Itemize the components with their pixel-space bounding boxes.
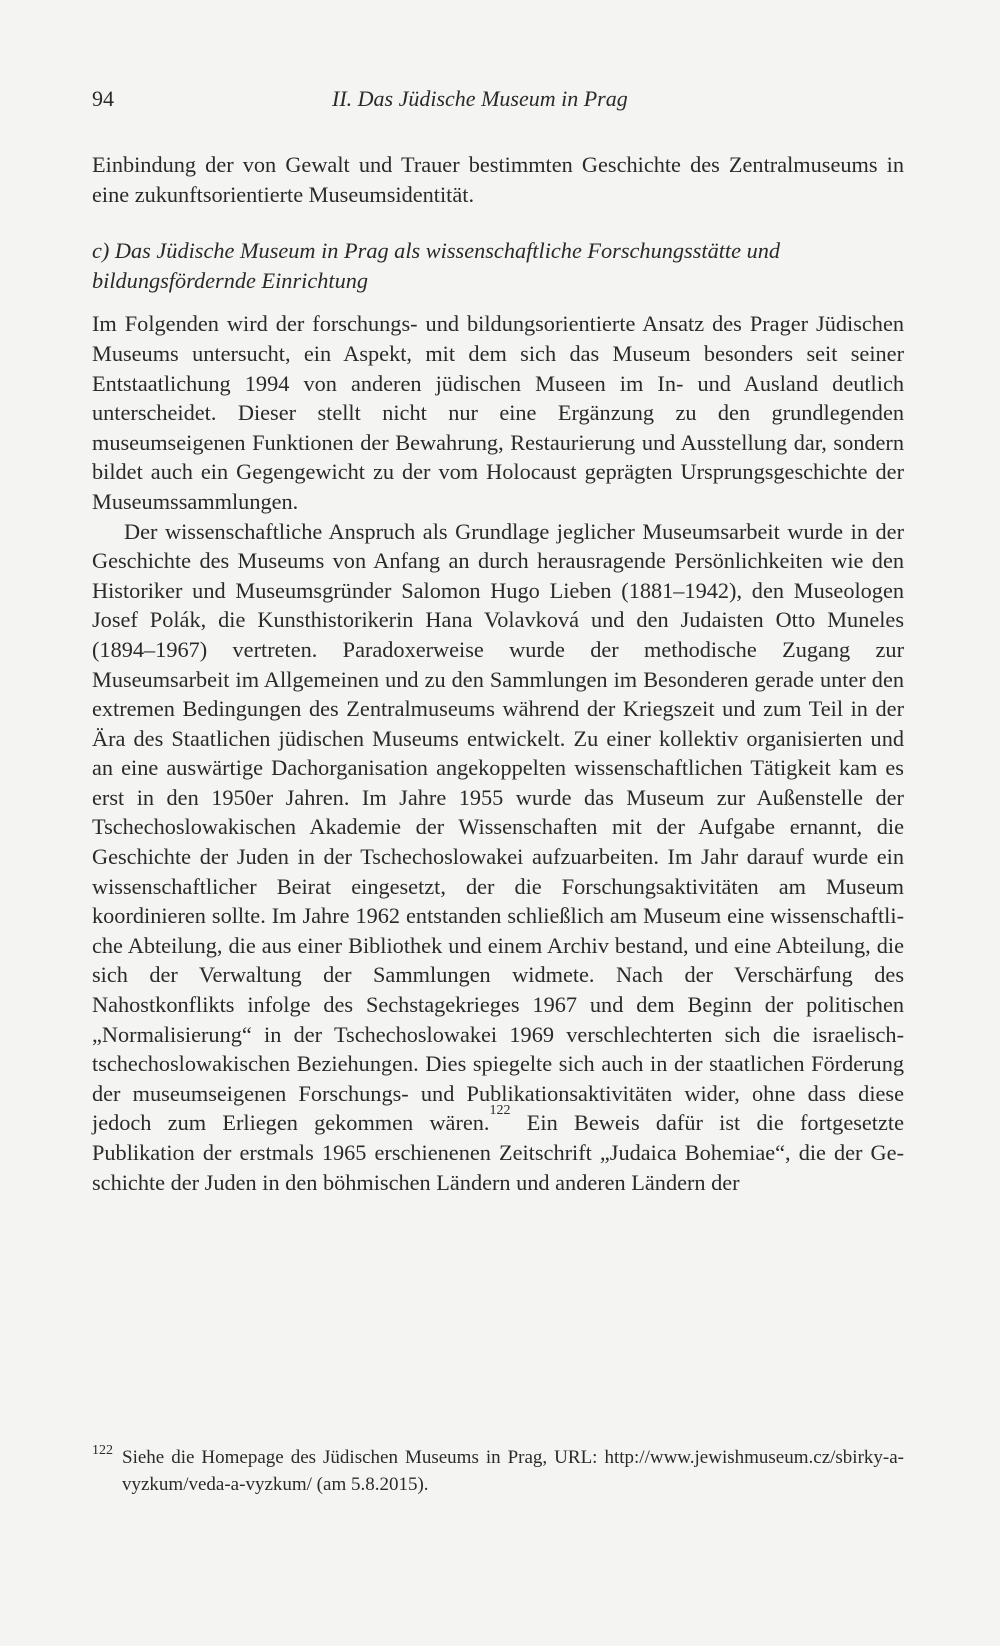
- footnote-122: [92, 1444, 904, 1498]
- chapter-title: II. Das Jüdische Museum in Prag: [332, 86, 628, 111]
- footnote-number: 122: [92, 1443, 113, 1458]
- page-number: 94: [92, 86, 114, 111]
- footnote-reference-122[interactable]: 122: [489, 1102, 511, 1118]
- paragraph-1: Im Folgenden wird der forschungs- und bildungsorientierte Ansatz des Prager Jüdischen Museums untersucht, ein Aspekt, mit dem sich das Museum besonders seit seiner Entstaatlichung 1994 von anderen jüdischen Museen im In- und Ausland deutlich unterscheidet. Dieser stellt nicht nur eine Ergänzung zu den grundlegenden museumseigenen Funktionen der Bewahrung, Restaurierung und Ausstellung dar, sondern bildet auch ein Gegengewicht zu der vom Holocaust geprägten Ursprungsgeschichte der Museumssammlungen.: [92, 311, 904, 514]
- running-head: [92, 86, 904, 118]
- paragraph-2-text-before-note: Der wissenschaftliche Anspruch als Grundlage jeglicher Museumsarbeit wurde in der Geschichte des Museums von Anfang an durch herausragende Persönlichkeiten wie den Historiker und Museumsgründer Salomon Hugo Lieben (1881–1942), den Museologen Josef Polák, die Kunsthistorikerin Hana Volavková und den Judaisten Otto Muneles (1894–1967) vertreten. Paradoxerweise wurde der methodische Zugang zur Museumsarbeit im Allgemeinen und zu den Sammlungen im Besonderen gerade unter den extremen Bedingungen des Zentralmuseums während der Kriegszeit und zum Teil in der Ära des Staatlichen jüdischen Museums entwickelt. Zu einer kollektiv organisierten und an eine auswärtige Dachorganisation angekoppelten wissenschaftlichen Tätigkeit kam es erst in den 1950er Jahren. Im Jahre 1955 wurde das Museum zur Außenstelle der Tschechoslowakischen Akademie der Wissenschaften mit der Aufgabe ernannt, die Geschichte der Juden in der Tschechoslowakei aufzuarbeiten. Im Jahr darauf wurde ein wissenschaftlicher Beirat eingesetzt, der die Forschungsaktivitäten am Museum koordinieren sollte. Im Jahre 1962 entstanden schließlich am Museum eine wissenschaftliche Abteilung, die aus einer Bibliothek und einem Archiv bestand, und eine Abteilung, die sich der Verwaltung der Sammlungen widmete. Nach der Verschärfung des Nahostkonflikts infolge des Sechstagekrieges 1967 und dem Beginn der politischen „Normalisierung“ in der Tschechoslowakei 1969 verschlechterten sich die israelisch-tschechoslowakischen Beziehungen. Dies spiegelte sich auch in der staatlichen Förderung der museumseigenen Forschungs- und Publikationsaktivitäten wider, ohne dass diese jedoch zum Erliegen gekommen wären.: [92, 518, 904, 1136]
- main-text: [92, 150, 904, 1197]
- intro-paragraph: Einbindung der von Gewalt und Trauer bestimmten Geschichte des Zentralmuseums in eine zukunftsorientierte Museumsidentität.: [92, 152, 904, 207]
- footnote-text: Siehe die Homepage des Jüdischen Museums in Prag, URL: http://www.jewishmuseum.cz/sbirky-a-vyzkum/veda-a-vyzkum/ (am 5.8.2015).: [122, 1447, 904, 1495]
- footnotes: [92, 1444, 904, 1498]
- section-heading: c) Das Jüdische Museum in Prag als wissenschaftliche Forschungsstätte und bildungsfördernde Einrichtung: [92, 238, 781, 293]
- paragraph-2-text-after-note: Ein Beweis dafür ist die fortgesetzte Publikation der erstmals 1965 erschienenen Zeitschrift „Judaica Bohemiae“, die der Geschichte der Juden in den böhmischen Ländern und anderen Ländern der: [92, 1110, 904, 1195]
- paragraph-2: [92, 517, 904, 1198]
